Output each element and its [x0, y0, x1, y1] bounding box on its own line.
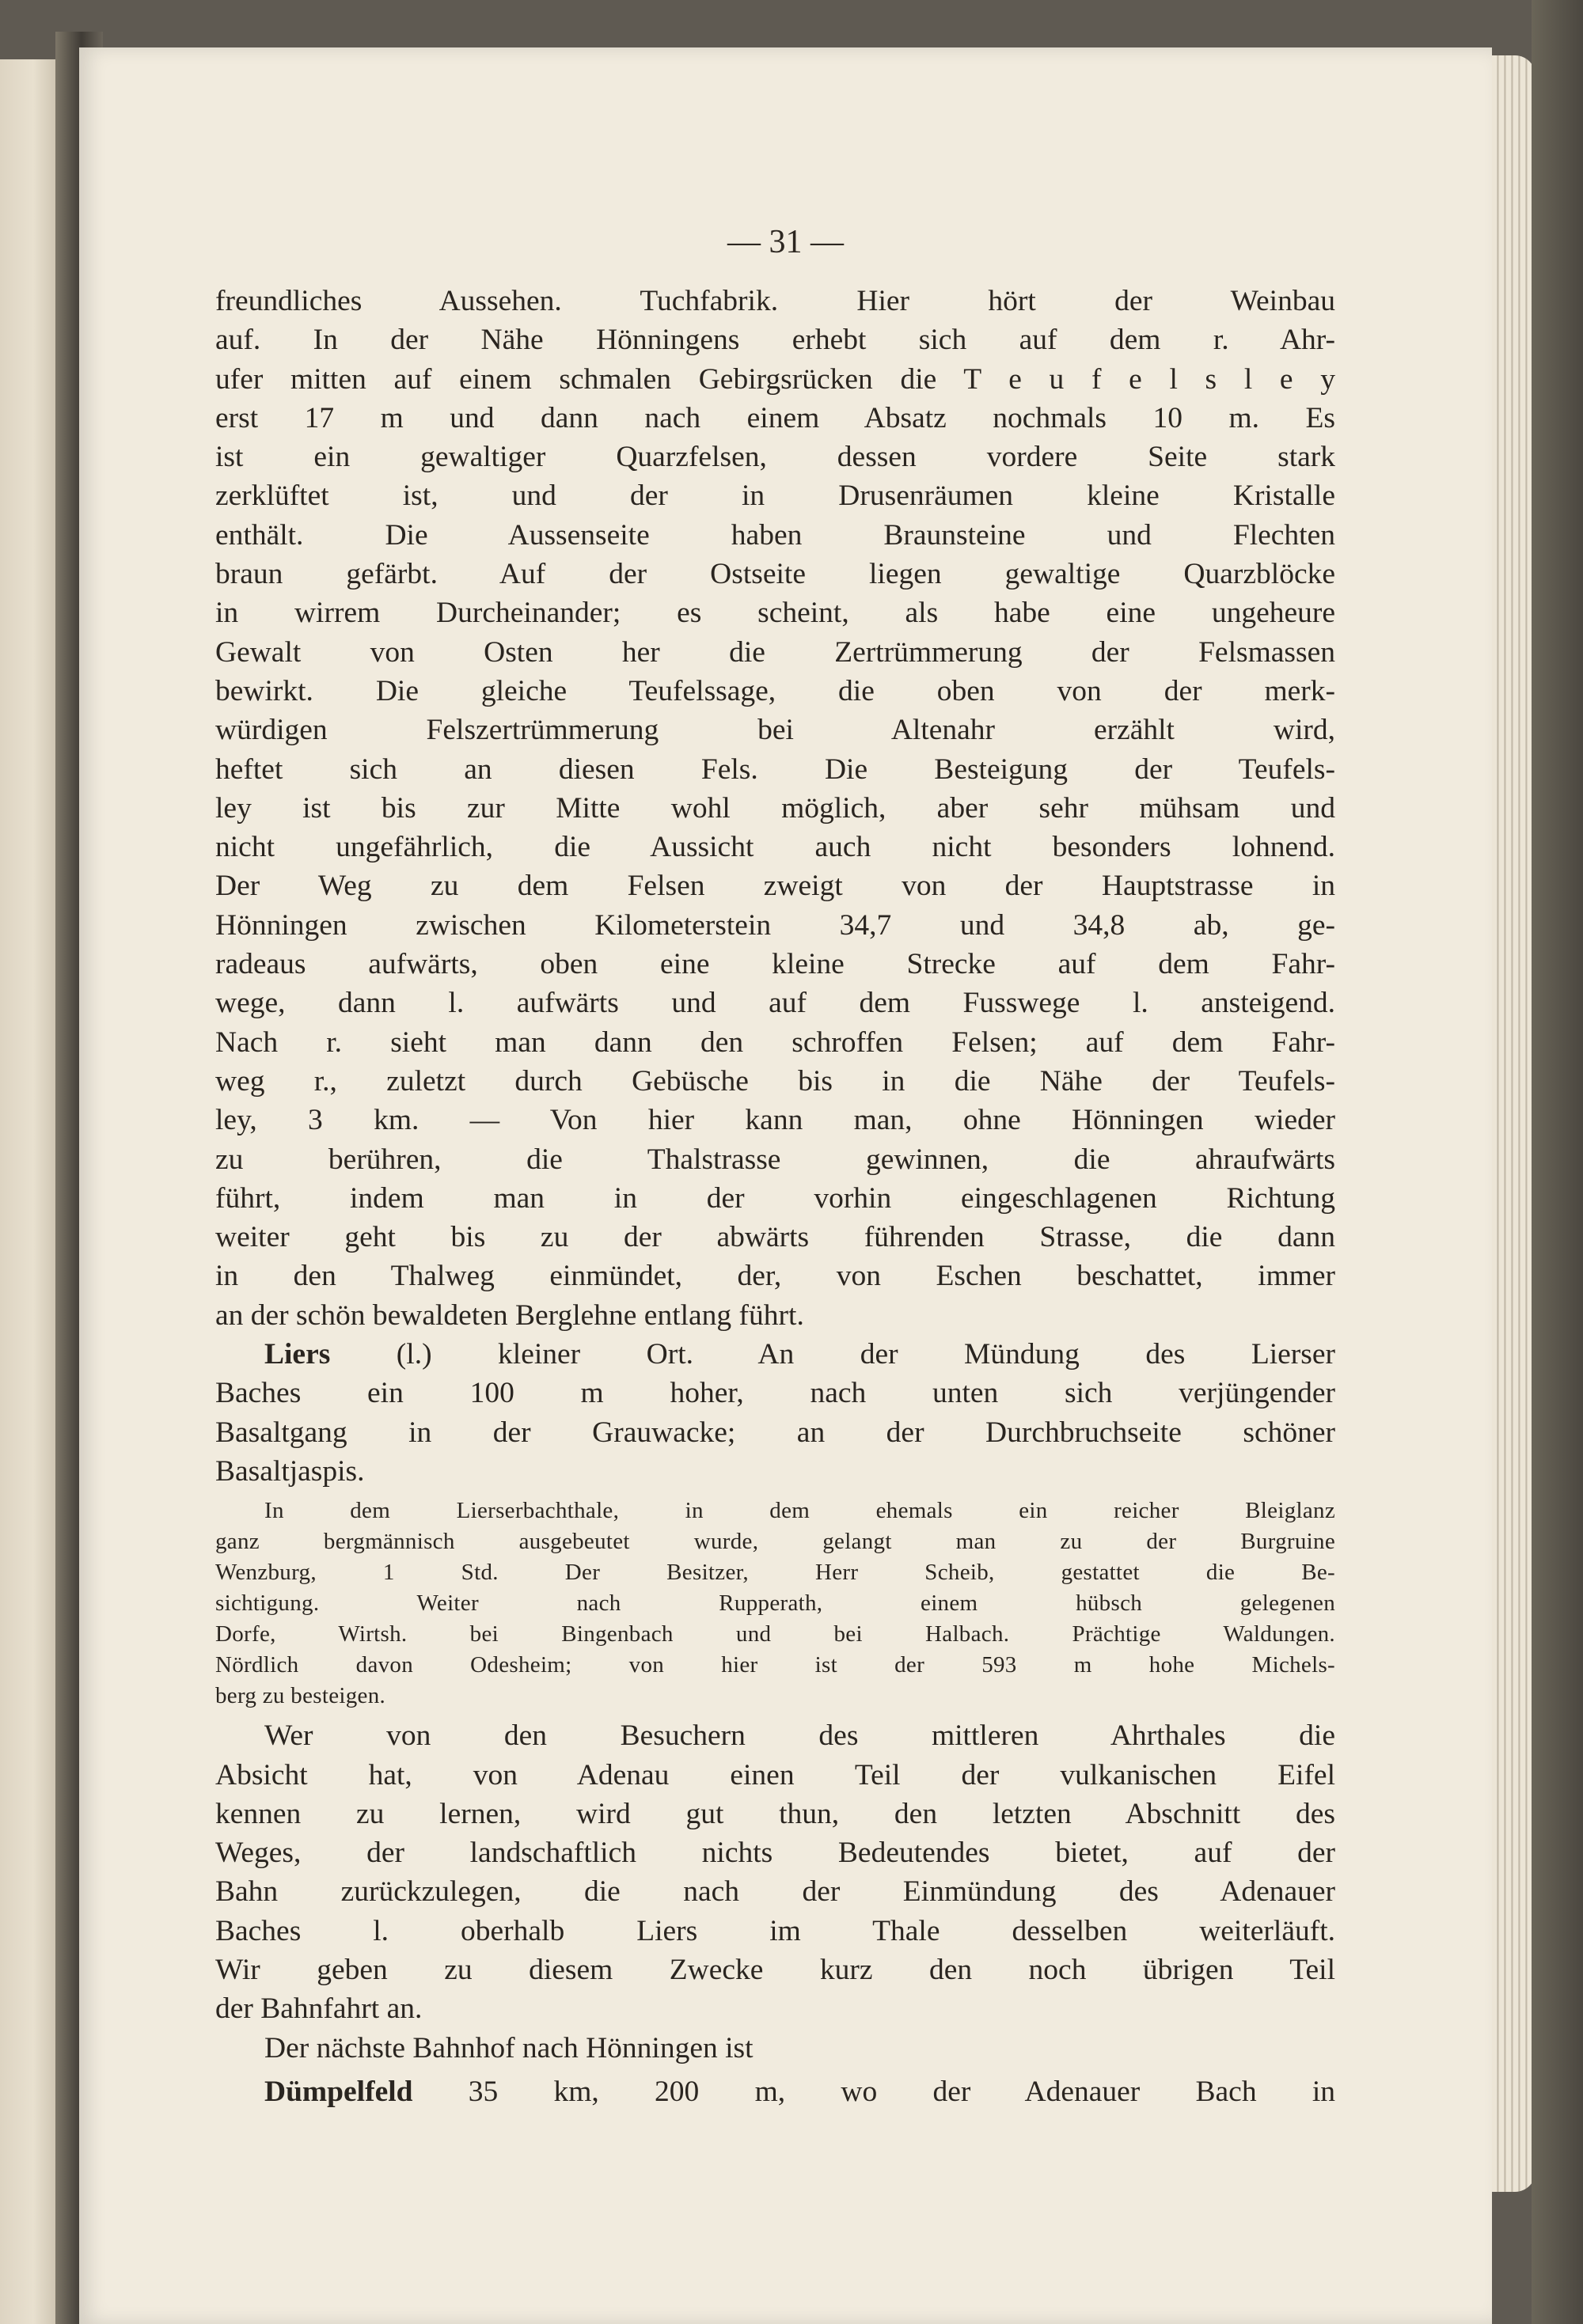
- text-line: Basaltgang in der Grauwacke; an der Durchbruchseite schöner: [215, 1416, 1335, 1449]
- text-line: Bahn zurückzulegen, die nach der Einmündung des Adenauer: [215, 1875, 1335, 1909]
- paragraph-liers: [215, 1335, 1335, 1491]
- text-line: Nach r. sieht man dann den schroffen Felsen; auf dem Fahr-: [215, 1026, 1335, 1059]
- text-line: nicht ungefährlich, die Aussicht auch nicht besonders lohnend.: [215, 831, 1335, 864]
- page-body: [215, 282, 1335, 2111]
- text-line: Hönningen zwischen Kilometerstein 34,7 und 34,8 ab, ge-: [215, 908, 1335, 942]
- small-text-line: Wenzburg, 1 Std. Der Besitzer, Herr Scheib, gestattet die Be-: [215, 1560, 1335, 1586]
- paragraph-small-note: [215, 1496, 1335, 1712]
- text-line: Der Weg zu dem Felsen zweigt von der Hauptstrasse in: [215, 870, 1335, 903]
- text-line: Gewalt von Osten her die Zertrümmerung der Felsmassen: [215, 635, 1335, 669]
- book-cover-edge: [1532, 0, 1583, 2324]
- place-name-duempelfeld: Dümpelfeld: [264, 2075, 413, 2108]
- text-line: Dümpelfeld 35 km, 200 m, wo der Adenauer Bach in: [264, 2075, 1335, 2108]
- small-text-line: ganz bergmännisch ausgebeutet wurde, gelangt man zu der Burgruine: [215, 1529, 1335, 1555]
- text-line: zu berühren, die Thalstrasse gewinnen, die ahraufwärts: [215, 1143, 1335, 1176]
- text-line: Wer von den Besuchern des mittleren Ahrthales die: [264, 1719, 1335, 1753]
- text-line: führt, indem man in der vorhin eingeschlagenen Richtung: [215, 1181, 1335, 1215]
- text-line: Basaltjaspis.: [215, 1454, 365, 1488]
- paragraph-ahr-description: [215, 282, 1335, 1335]
- small-text-line: Dorfe, Wirtsh. bei Bingenbach und bei Halbach. Prächtige Waldungen.: [215, 1621, 1335, 1647]
- text-line: radeaus aufwärts, oben eine kleine Strecke auf dem Fahr-: [215, 948, 1335, 981]
- text-line: Liers (l.) kleiner Ort. An der Mündung des Lierser: [264, 1338, 1335, 1371]
- text-line: ley, 3 km. — Von hier kann man, ohne Hönningen wieder: [215, 1104, 1335, 1137]
- small-text-line: Nördlich davon Odesheim; von hier ist der 593 m hohe Michels-: [215, 1652, 1335, 1678]
- text-line: Wir geben zu diesem Zwecke kurz den noch übrigen Teil: [215, 1953, 1335, 1986]
- paragraph-adenau: [215, 1716, 1335, 2028]
- text-line: würdigen Felszertrümmerung bei Altenahr erzählt wird,: [215, 714, 1335, 747]
- text-line: in wirrem Durcheinander; es scheint, als habe eine ungeheure: [215, 597, 1335, 630]
- text-line: Absicht hat, von Adenau einen Teil der vulkanischen Eifel: [215, 1758, 1335, 1791]
- text-line: ley ist bis zur Mitte wohl möglich, aber sehr mühsam und: [215, 791, 1335, 825]
- small-text-line: sichtigung. Weiter nach Rupperath, einem hübsch gelegenen: [215, 1590, 1335, 1617]
- left-page-edge: [0, 59, 58, 2324]
- paragraph-duempelfeld: [215, 2072, 1335, 2111]
- small-text-line: berg zu besteigen.: [215, 1683, 386, 1709]
- page-number: — 31 —: [727, 224, 844, 260]
- book-page: [79, 47, 1492, 2324]
- text-line: wege, dann l. aufwärts und auf dem Fusswege l. ansteigend.: [215, 987, 1335, 1020]
- text-line: in den Thalweg einmündet, der, von Eschen beschattet, immer: [215, 1260, 1335, 1293]
- text-line: auf. In der Nähe Hönningens erhebt sich auf dem r. Ahr-: [215, 324, 1335, 357]
- text-line: enthält. Die Aussenseite haben Braunsteine und Flechten: [215, 518, 1335, 552]
- text-line: zerklüftet ist, und der in Drusenräumen kleine Kristalle: [215, 480, 1335, 513]
- text-line: ist ein gewaltiger Quarzfelsen, dessen vordere Seite stark: [215, 441, 1335, 474]
- text-line: weg r., zuletzt durch Gebüsche bis in die Nähe der Teufels-: [215, 1064, 1335, 1098]
- text-line: kennen zu lernen, wird gut thun, den letzten Abschnitt des: [215, 1797, 1335, 1830]
- text-line: heftet sich an diesen Fels. Die Besteigung der Teufels-: [215, 753, 1335, 786]
- text-line: Weges, der landschaftlich nichts Bedeutendes bietet, auf der: [215, 1837, 1335, 1870]
- text-line: freundliches Aussehen. Tuchfabrik. Hier hört der Weinbau: [215, 285, 1335, 317]
- place-name-liers: Liers: [264, 1338, 331, 1371]
- text-line: bewirkt. Die gleiche Teufelssage, die oben von der merk-: [215, 674, 1335, 707]
- text-line: der Bahnfahrt an.: [215, 1992, 423, 2026]
- text-line: Baches l. oberhalb Liers im Thale desselben weiterläuft.: [215, 1914, 1335, 1947]
- text-line: an der schön bewaldeten Berglehne entlang führt.: [215, 1298, 804, 1332]
- small-text-line: In dem Lierserbachthale, in dem ehemals ein reicher Bleiglanz: [264, 1498, 1335, 1524]
- text-line: erst 17 m und dann nach einem Absatz nochmals 10 m. Es: [215, 401, 1335, 434]
- text-line: weiter geht bis zu der abwärts führenden Strasse, die dann: [215, 1221, 1335, 1254]
- paragraph-next-station: [215, 2029, 1335, 2068]
- text-line: ufer mitten auf einem schmalen Gebirgsrücken die T e u f e l s l e y: [215, 362, 1335, 396]
- text-line: Baches ein 100 m hoher, nach unten sich verjüngender: [215, 1377, 1335, 1410]
- text-line: Der nächste Bahnhof nach Hönningen ist: [264, 2031, 754, 2064]
- text-line: braun gefärbt. Auf der Ostseite liegen gewaltige Quarzblöcke: [215, 558, 1335, 591]
